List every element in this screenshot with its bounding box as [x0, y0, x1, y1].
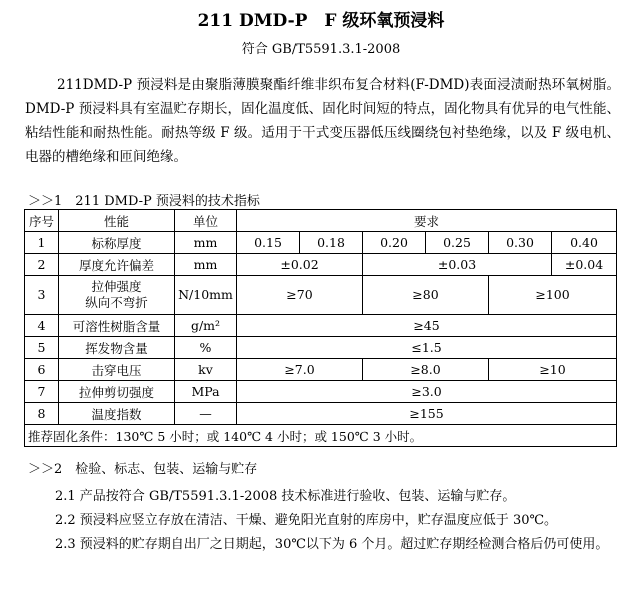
header-prop: 性能: [59, 210, 175, 232]
row-value: ±0.02: [237, 254, 363, 276]
row-prop: 标称厚度: [59, 232, 175, 254]
paragraph-2-3: 2.3 预浸料的贮存期自出厂之日期起，30℃以下为 6 个月。超过贮存期经检测合格后仍可使用。: [55, 537, 609, 552]
row-value: ≥3.0: [237, 381, 617, 403]
header-no: 序号: [25, 210, 59, 232]
row-prop: 击穿电压: [59, 359, 175, 381]
row-prop-line2: 纵向不弯折: [85, 295, 148, 310]
row-value: 0.20: [363, 232, 426, 254]
row-unit: N/10mm: [175, 276, 237, 315]
section-2-heading: ＞＞2 检验、标志、包装、运输与贮存: [28, 462, 258, 477]
header-req: 要求: [237, 210, 617, 232]
row-no: 2: [25, 254, 59, 276]
row-unit: mm: [175, 232, 237, 254]
row-unit: %: [175, 337, 237, 359]
paragraph-2-1: 2.1 产品按符合 GB/T5591.3.1-2008 技术标准进行验收、包装、运输与贮存。: [55, 489, 516, 504]
row-value: ≥155: [237, 403, 617, 425]
row-no: 8: [25, 403, 59, 425]
header-unit: 单位: [175, 210, 237, 232]
table-row: [25, 232, 617, 254]
row-prop: 挥发物含量: [59, 337, 175, 359]
spec-table: [24, 209, 617, 447]
row-unit: MPa: [175, 381, 237, 403]
row-value: 0.40: [552, 232, 617, 254]
row-unit: —: [175, 403, 237, 425]
row-unit: mm: [175, 254, 237, 276]
row-value: ≥70: [237, 276, 363, 315]
row-prop: 温度指数: [59, 403, 175, 425]
row-no: 5: [25, 337, 59, 359]
row-prop: [59, 276, 175, 315]
row-prop: 可溶性树脂含量: [59, 315, 175, 337]
row-prop: 拉伸剪切强度: [59, 381, 175, 403]
row-value: ≤1.5: [237, 337, 617, 359]
standard-subtitle: 符合 GB/T5591.3.1-2008: [241, 42, 401, 57]
table-row: [25, 315, 617, 337]
row-no: 4: [25, 315, 59, 337]
row-no: 7: [25, 381, 59, 403]
section-1-heading: ＞＞1 211 DMD-P 预浸料的技术指标: [28, 194, 260, 209]
page-title: 211 DMD-P F 级环氧预浸料: [197, 11, 445, 31]
intro-paragraph: 211DMD-P 预浸料是由聚脂薄膜聚酯纤维非织布复合材料(F-DMD)表面浸渍耐热环氧树脂。DMD-P 预浸料具有室温贮存期长，固化温度低、固化时间短的特点，固化物具有优异的电气性能、粘结性能和耐热性能。耐热等级 F 级。适用于干式变压器低压线圈绕包衬垫绝缘，以及 F 级电机、电器的槽绝缘和匝间绝缘。: [25, 77, 620, 165]
row-value: ≥100: [489, 276, 617, 315]
table-row: [25, 359, 617, 381]
row-value: ≥80: [363, 276, 489, 315]
table-row: [25, 276, 617, 315]
row-value: ±0.03: [363, 254, 552, 276]
curing-conditions: 推荐固化条件：130℃ 5 小时；或 140℃ 4 小时；或 150℃ 3 小时。: [25, 425, 617, 447]
table-row: [25, 337, 617, 359]
row-prop: 厚度允许偏差: [59, 254, 175, 276]
table-footer-row: [25, 425, 617, 447]
row-no: 1: [25, 232, 59, 254]
table-row: [25, 381, 617, 403]
row-value: 0.30: [489, 232, 552, 254]
row-no: 3: [25, 276, 59, 315]
row-value: 0.25: [426, 232, 489, 254]
row-value: ≥10: [489, 359, 617, 381]
paragraph-2-2: 2.2 预浸料应竖立存放在清洁、干燥、避免阳光直射的库房中，贮存温度应低于 30℃。: [55, 513, 558, 528]
row-value: 0.15: [237, 232, 300, 254]
table-row: [25, 403, 617, 425]
row-value: ±0.04: [552, 254, 617, 276]
row-unit: kv: [175, 359, 237, 381]
row-value: ≥8.0: [363, 359, 489, 381]
row-unit: g/m²: [175, 315, 237, 337]
row-value: 0.18: [300, 232, 363, 254]
table-header-row: [25, 210, 617, 232]
row-prop-line1: 拉伸强度: [91, 279, 142, 294]
row-value: ≥7.0: [237, 359, 363, 381]
table-row: [25, 254, 617, 276]
row-no: 6: [25, 359, 59, 381]
row-value: ≥45: [237, 315, 617, 337]
